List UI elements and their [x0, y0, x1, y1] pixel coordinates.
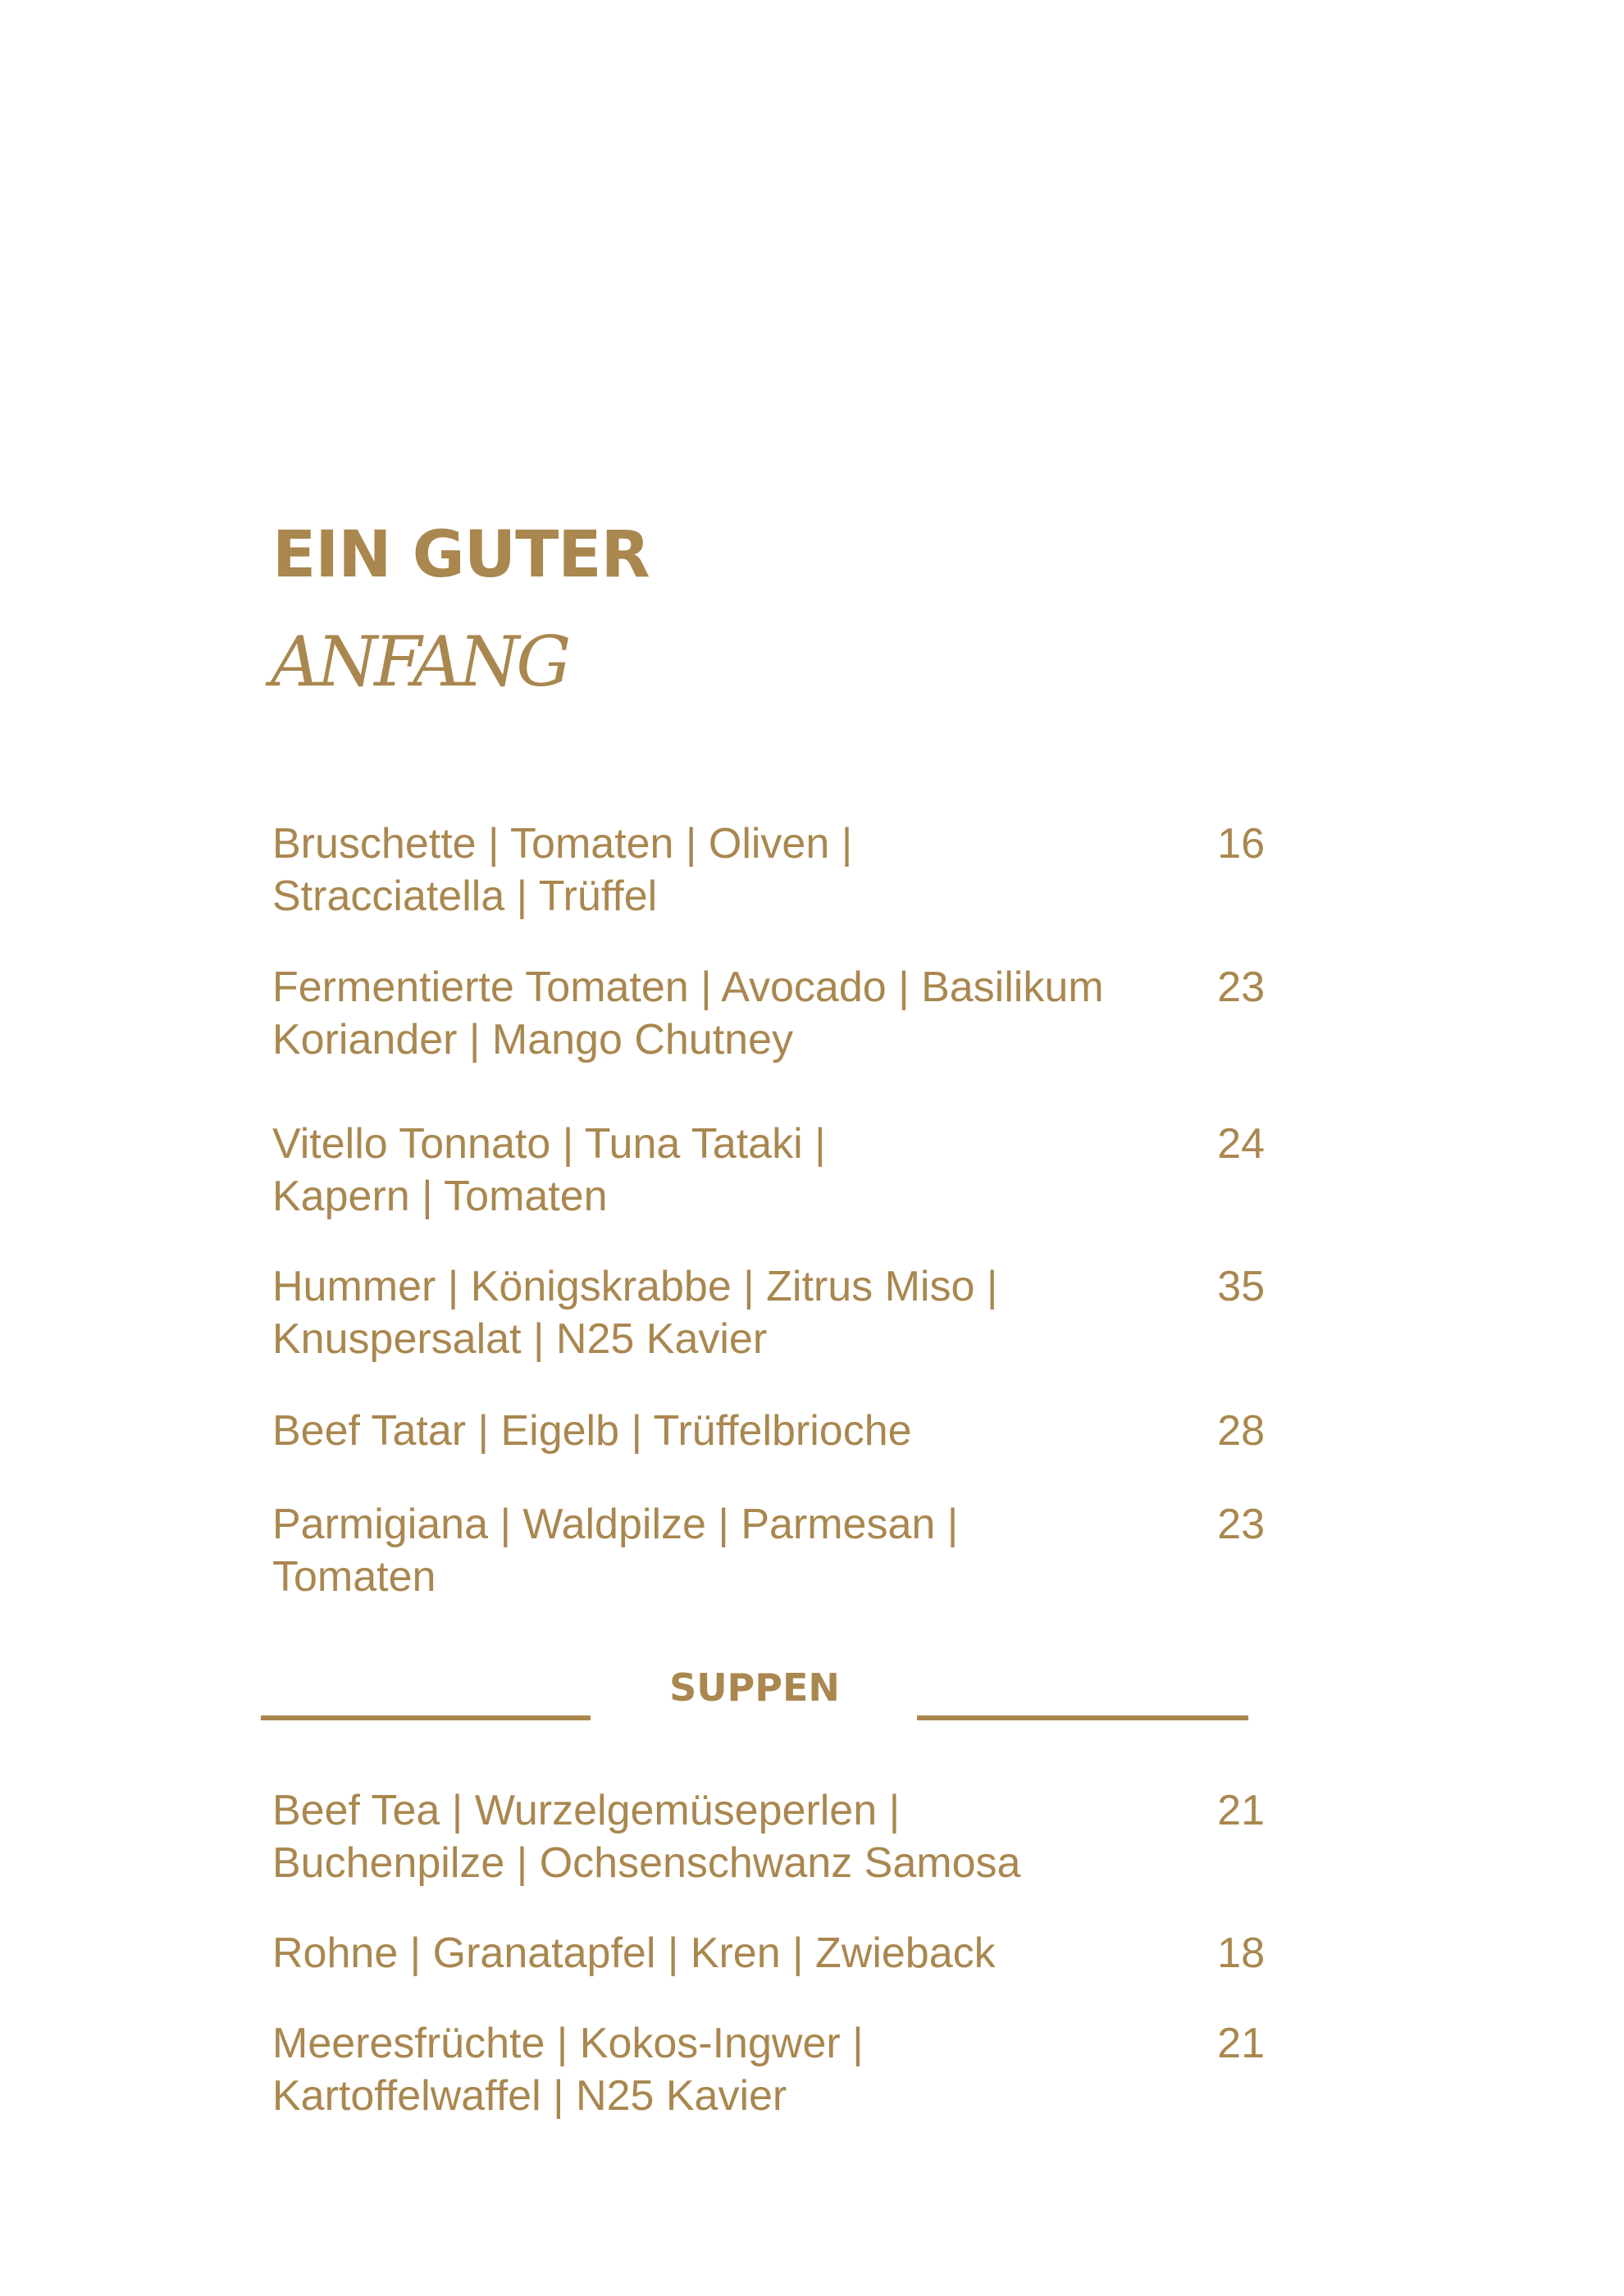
menu-item-line: Koriander | Mango Chutney — [272, 1016, 793, 1064]
menu-item-price: 28 — [1217, 1407, 1265, 1455]
menu-item-name — [272, 1405, 1183, 1457]
section-divider-right — [917, 1715, 1248, 1720]
menu-item-price: 21 — [1217, 2020, 1265, 2067]
menu-item-price: 21 — [1217, 1787, 1265, 1834]
menu-item-line: Vitello Tonnato | Tuna Tataki | — [272, 1120, 826, 1168]
menu-item-line: Buchenpilze | Ochsenschwanz Samosa — [272, 1839, 1021, 1887]
menu-item-name — [272, 1118, 1183, 1223]
menu-item-line: Beef Tea | Wurzelgemüseperlen | — [272, 1787, 901, 1834]
section-heading: SUPPEN — [669, 1665, 840, 1710]
menu-item — [272, 1927, 1265, 1979]
menu-item — [272, 1260, 1265, 1365]
menu-item — [272, 1784, 1265, 1889]
menu-item-line: Hummer | Königskrabbe | Zitrus Miso | — [272, 1263, 998, 1310]
page-subtitle: ANFANG — [271, 622, 568, 702]
menu-item-line: Kartoffelwaffel | N25 Kavier — [272, 2072, 787, 2120]
menu-item-name — [272, 2017, 1183, 2122]
menu-item-line: Bruschette | Tomaten | Oliven | — [272, 820, 853, 868]
menu-item-name — [272, 1784, 1183, 1889]
menu-item — [272, 1405, 1265, 1457]
menu-item-name — [272, 818, 1183, 922]
menu-item — [272, 2017, 1265, 2122]
menu-item-line: Rohne | Granatapfel | Kren | Zwieback — [272, 1929, 996, 1977]
menu-item-price: 24 — [1217, 1120, 1265, 1168]
menu-item — [272, 818, 1265, 922]
menu-item-name — [272, 1260, 1183, 1365]
menu-item-line: Tomaten — [272, 1553, 436, 1601]
menu-item — [272, 1498, 1265, 1603]
menu-item-price: 35 — [1217, 1263, 1265, 1310]
menu-item-price: 23 — [1217, 1501, 1265, 1548]
menu-item-name — [272, 1927, 1183, 1979]
menu-item-line: Beef Tatar | Eigelb | Trüffelbrioche — [272, 1407, 912, 1455]
menu-item-line: Kapern | Tomaten — [272, 1173, 608, 1220]
menu-item-line: Fermentierte Tomaten | Avocado | Basilikum — [272, 963, 1104, 1011]
menu-item-price: 23 — [1217, 963, 1265, 1011]
menu-item-line: Knuspersalat | N25 Kavier — [272, 1315, 768, 1363]
menu-item-line: Meeresfrüchte | Kokos-Ingwer | — [272, 2020, 864, 2067]
section-divider-left — [261, 1715, 591, 1720]
menu-item-line: Stracciatella | Trüffel — [272, 872, 658, 920]
menu-item-price: 18 — [1217, 1929, 1265, 1977]
menu-item-name — [272, 961, 1183, 1066]
menu-item-line: Parmigiana | Waldpilze | Parmesan | — [272, 1501, 959, 1548]
menu-item — [272, 1118, 1265, 1223]
page-title: EIN GUTER — [272, 518, 650, 592]
menu-item — [272, 961, 1265, 1066]
menu-item-price: 16 — [1217, 820, 1265, 868]
menu-item-name — [272, 1498, 1183, 1603]
